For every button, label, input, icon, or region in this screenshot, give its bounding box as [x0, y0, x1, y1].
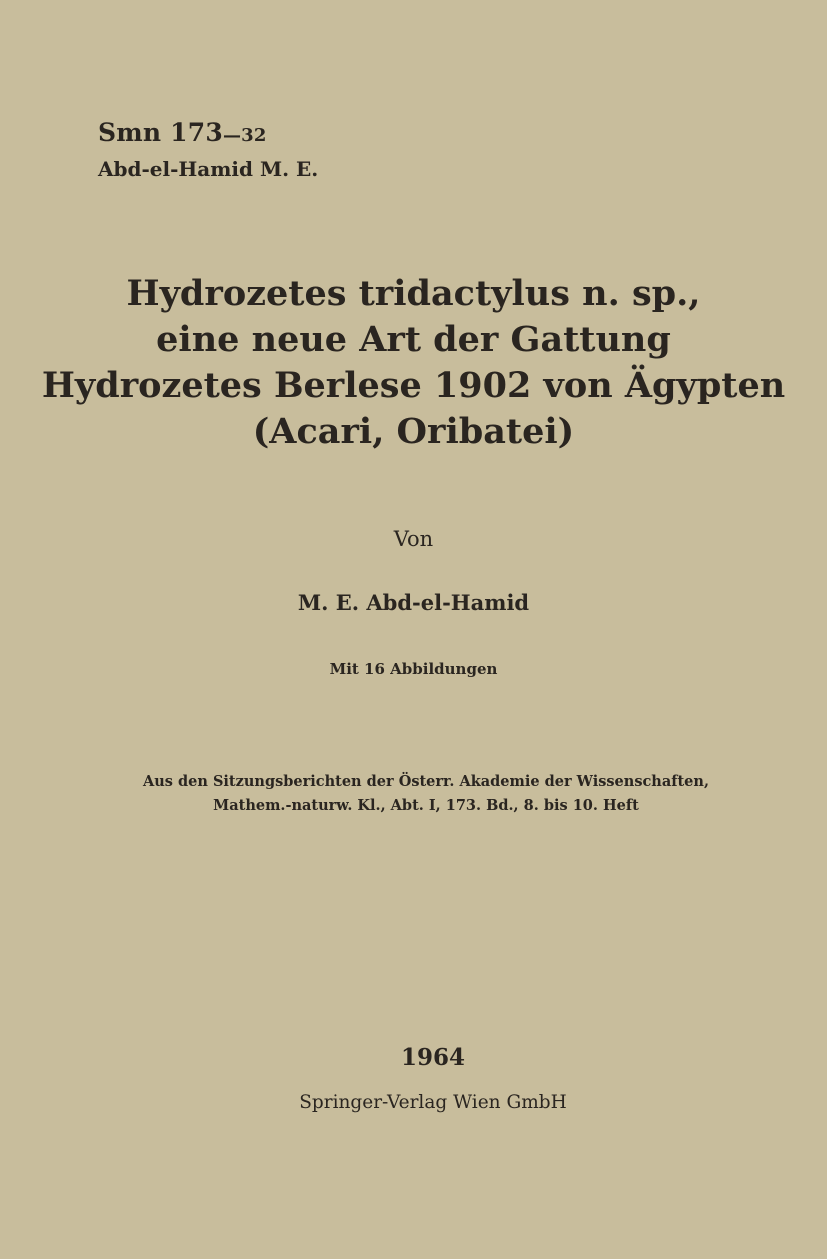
title-line: eine neue Art der Gattung [156, 319, 671, 360]
title-line: Hydrozetes Berlese 1902 von Ägypten [41, 365, 786, 406]
author-name: M. E. Abd-el-Hamid [297, 590, 530, 615]
publisher-name: Springer-Verlag Wien GmbH [299, 1092, 567, 1113]
source-line: Aus den Sitzungsberichten der Österr. Akademie der Wissenschaften, [142, 773, 709, 790]
series-code [98, 116, 267, 153]
document-title [40, 271, 787, 455]
figure-count: Mit 16 Abbildungen [329, 660, 498, 678]
series-code-sub: —32 [222, 125, 267, 146]
publication-year: 1964 [400, 1044, 465, 1071]
title-line: (Acari, Oribatei) [252, 411, 575, 452]
source-line: Mathem.-naturw. Kl., Abt. I, 173. Bd., 8. bis 10. Heft [213, 797, 639, 814]
title-line: Hydrozetes tridactylus n. sp., [126, 273, 701, 314]
by-label: Von [393, 527, 434, 551]
series-code-main: Smn 173 [98, 118, 223, 147]
catalog-author: Abd-el-Hamid M. E. [98, 157, 319, 181]
source-note [0, 770, 827, 818]
